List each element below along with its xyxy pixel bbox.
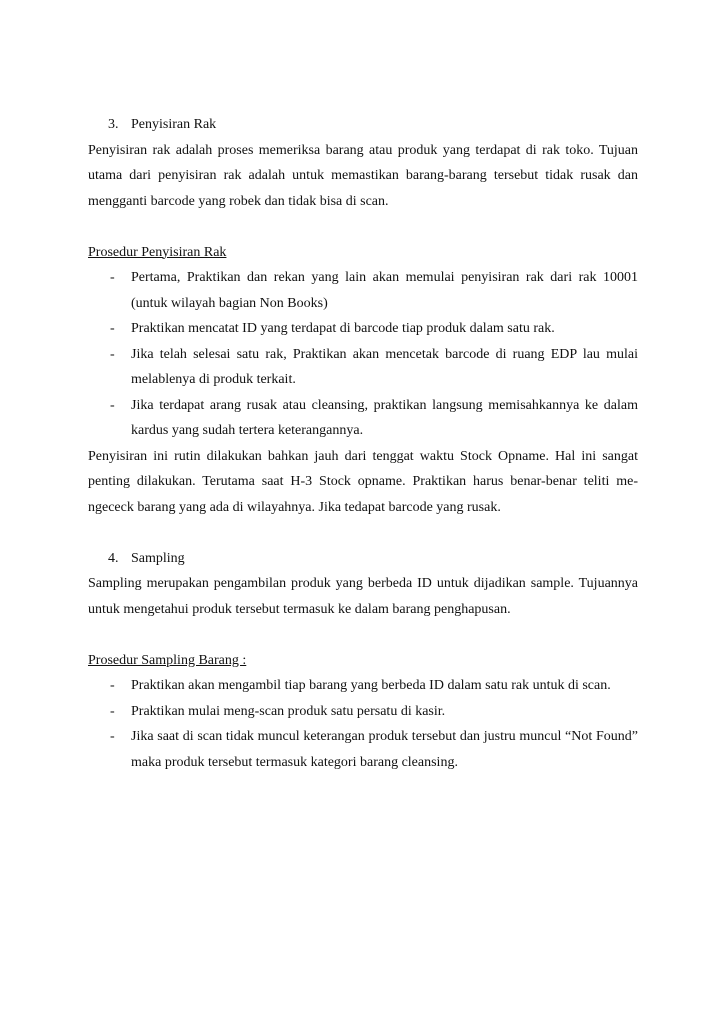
section-3-closing-paragraph: Penyisiran ini rutin dilakukan bahkan jauh dari tenggat waktu Stock Opname. Hal ini sangat penting dilakukan. Terutama saat H-3 Stock opname. Praktikan harus benar-benar teliti me-ngececk barang yang ada di wilayahnya. Jika tedapat barcode yang rusak. bbox=[88, 448, 638, 515]
list-item-text: Praktikan akan mengambil tiap barang yang berbeda ID dalam satu rak untuk di scan. bbox=[131, 678, 611, 693]
list-item bbox=[88, 393, 638, 444]
list-item bbox=[88, 724, 638, 775]
bullet-dash: - bbox=[110, 397, 115, 413]
bullet-dash: - bbox=[110, 346, 115, 362]
list-item bbox=[88, 342, 638, 393]
bullet-dash: - bbox=[110, 678, 115, 693]
section-3-number: 3. bbox=[108, 117, 119, 132]
list-item bbox=[88, 673, 638, 699]
list-item bbox=[88, 316, 638, 342]
section-4-procedure-heading bbox=[88, 648, 638, 674]
list-item bbox=[88, 699, 638, 725]
section-4-title: Sampling bbox=[131, 550, 185, 566]
section-4-number: 4. bbox=[108, 550, 119, 566]
spacer bbox=[88, 622, 638, 648]
list-item-text: Jika terdapat arang rusak atau cleansing, praktikan langsung memisahkannya ke dalam kardus yang sudah tertera keterangannya. bbox=[131, 397, 638, 438]
section-3-procedure-heading bbox=[88, 240, 638, 266]
document-page bbox=[88, 112, 638, 775]
list-item-text: Jika telah selesai satu rak, Praktikan akan mencetak barcode di ruang EDP lau mulai melablenya di produk terkait. bbox=[131, 346, 638, 387]
section-3-paragraph: Penyisiran rak adalah proses memeriksa barang atau produk yang terdapat di rak toko. Tujuan utama dari penyisiran rak adalah untuk memastikan barang-barang tersebut tidak rusak dan mengganti barcode yang robek dan tidak bisa di scan. bbox=[88, 142, 638, 209]
bullet-dash: - bbox=[110, 321, 115, 336]
section-3-title: Penyisiran Rak bbox=[131, 117, 217, 132]
spacer bbox=[88, 214, 638, 240]
section-3-procedure-heading-text: Prosedur Penyisiran Rak bbox=[88, 244, 227, 260]
bullet-dash: - bbox=[110, 729, 115, 744]
section-4-heading bbox=[88, 546, 638, 572]
section-4-paragraph: Sampling merupakan pengambilan produk yang berbeda ID untuk dijadikan sample. Tujuannya untuk mengetahui produk tersebut termasuk ke dalam barang penghapusan. bbox=[88, 576, 638, 617]
bullet-dash: - bbox=[110, 270, 115, 285]
section-3-heading bbox=[88, 112, 638, 138]
spacer bbox=[88, 520, 638, 546]
list-item-text: Praktikan mencatat ID yang terdapat di barcode tiap produk dalam satu rak. bbox=[131, 321, 555, 336]
list-item bbox=[88, 265, 638, 316]
list-item-text: Praktikan mulai meng-scan produk satu persatu di kasir. bbox=[131, 703, 446, 719]
list-item-text: Jika saat di scan tidak muncul keterangan produk tersebut dan justru muncul “Not Found” maka produk tersebut termasuk kategori barang cleansing. bbox=[131, 729, 638, 770]
bullet-dash: - bbox=[110, 703, 115, 719]
section-4-procedure-heading-text: Prosedur Sampling Barang : bbox=[88, 652, 247, 668]
list-item-text: Pertama, Praktikan dan rekan yang lain akan memulai penyisiran rak dari rak 10001 (untuk wilayah bagian Non Books) bbox=[131, 270, 638, 311]
